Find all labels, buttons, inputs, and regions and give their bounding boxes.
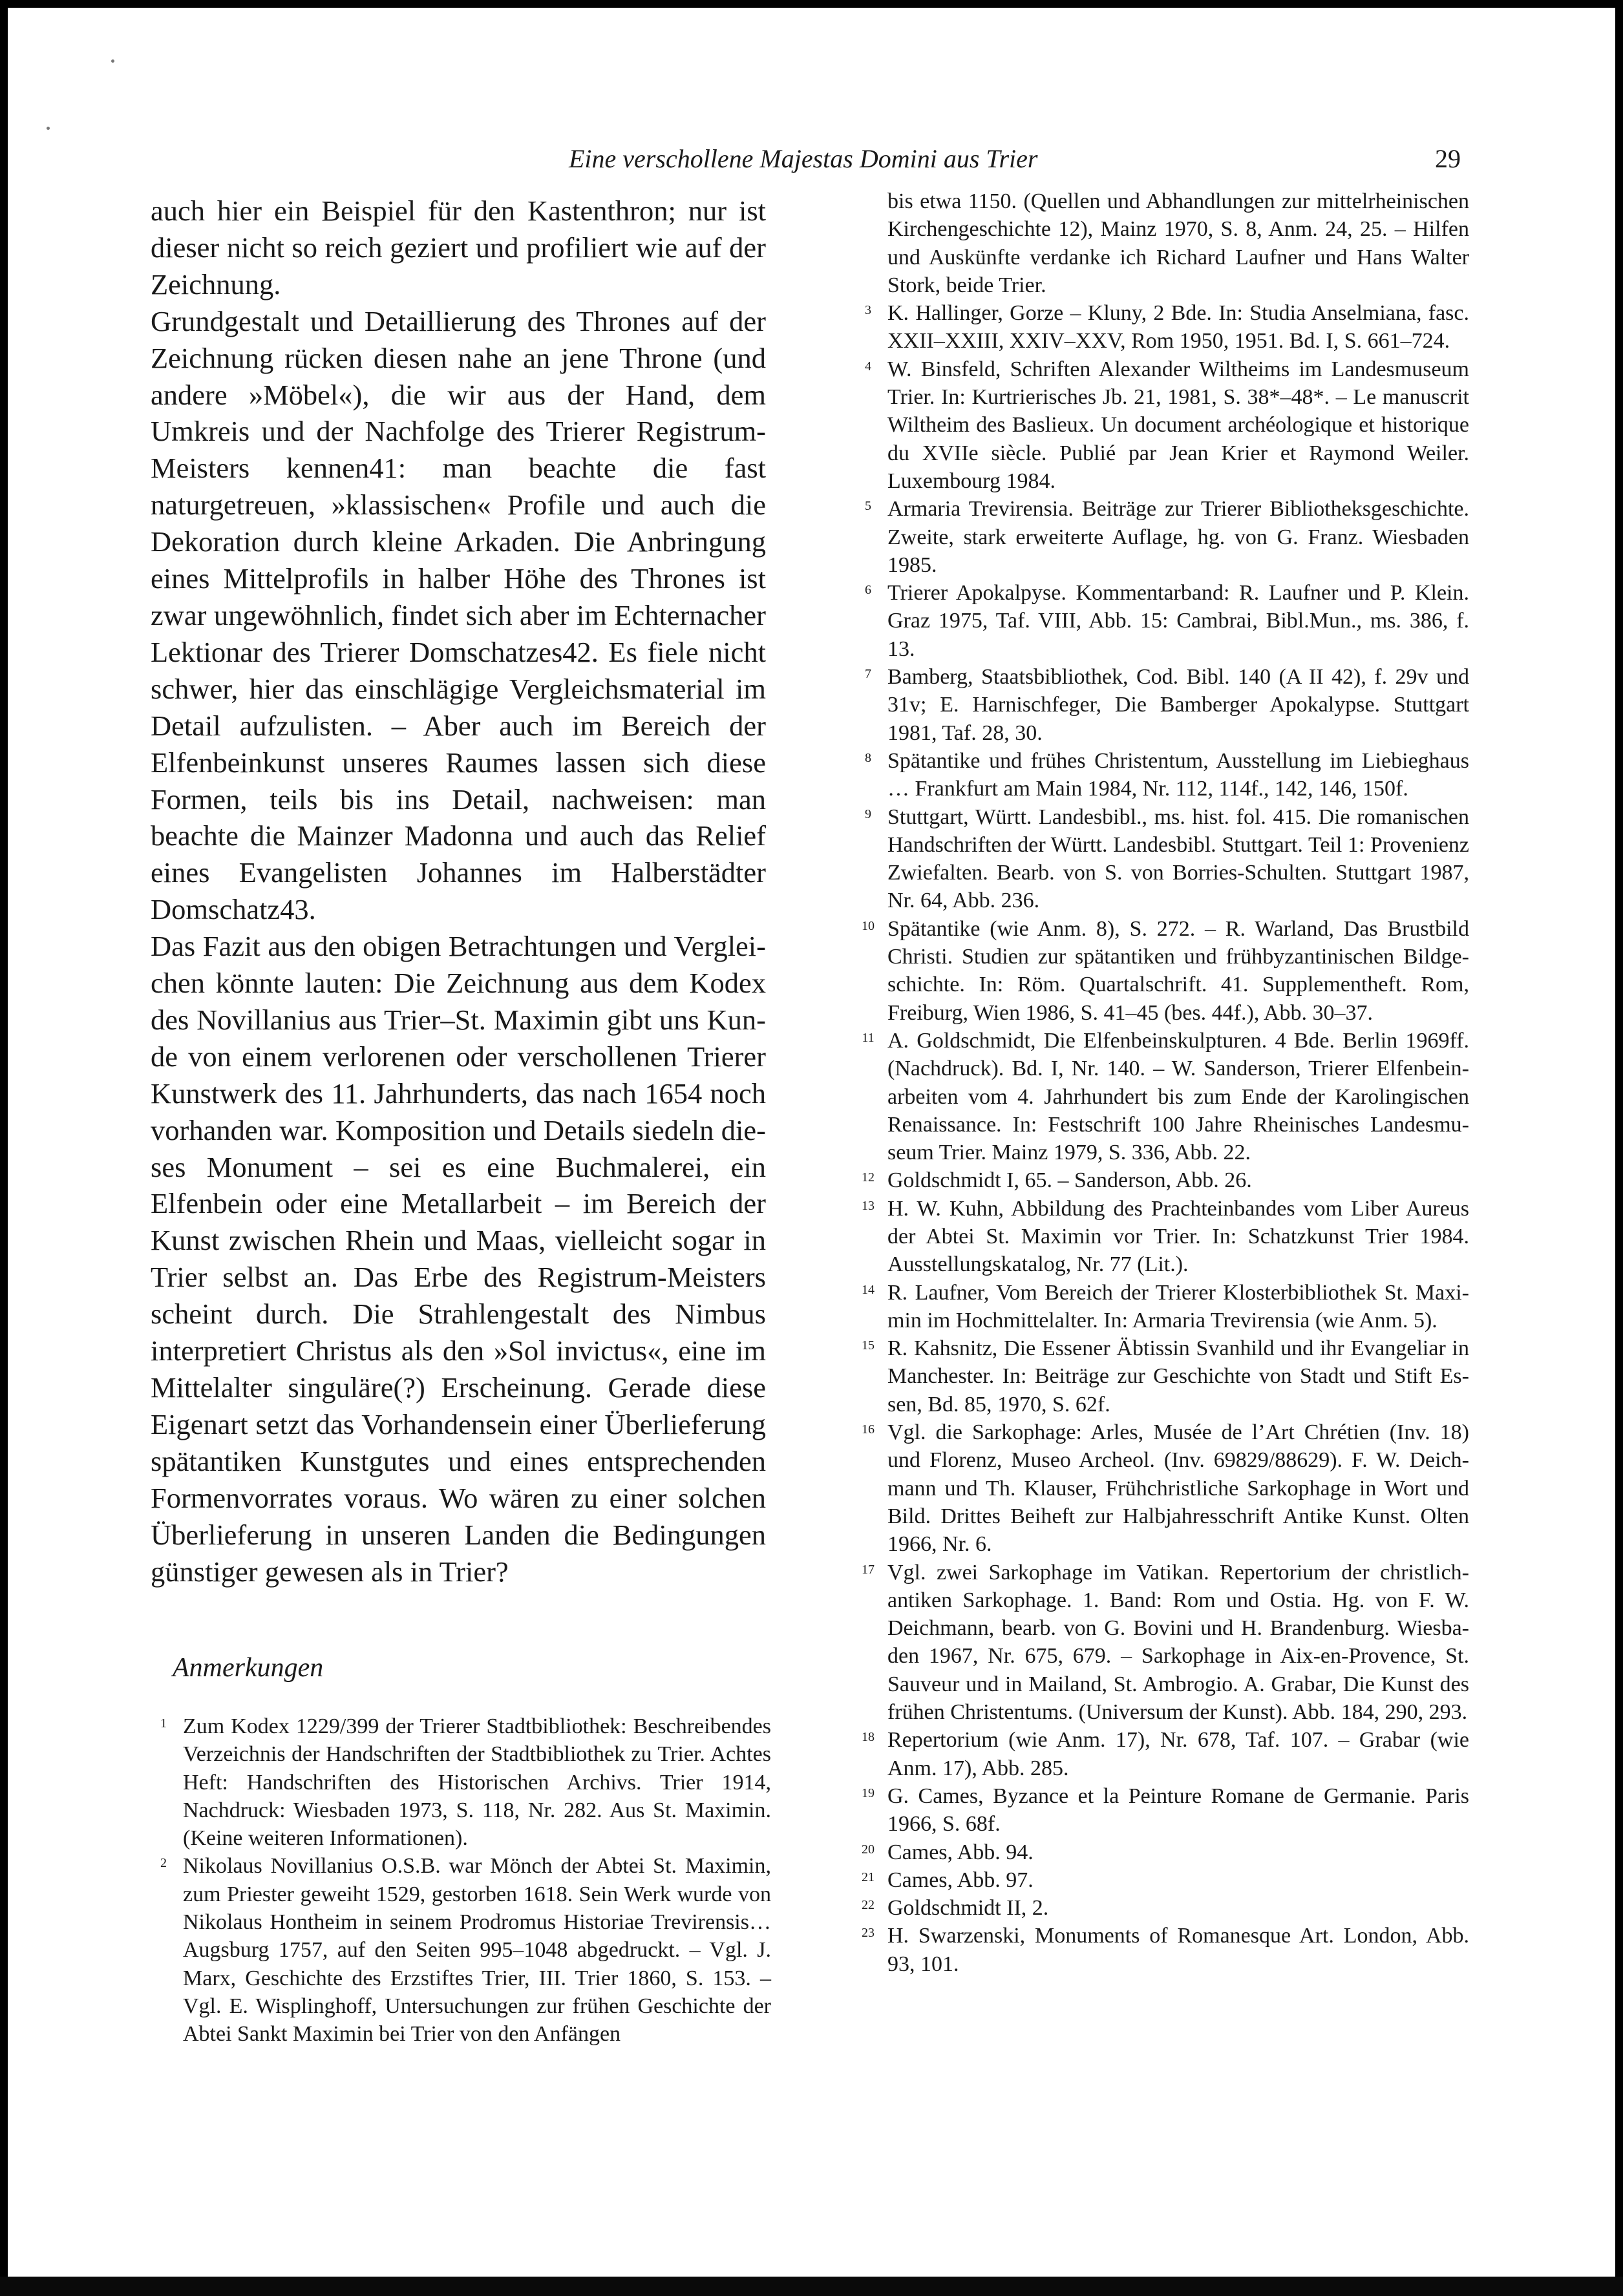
footnote-number: 11 xyxy=(862,1030,875,1045)
scan-speck xyxy=(111,59,114,63)
footnote-number: 8 xyxy=(865,750,871,765)
footnote-text: Goldschmidt I, 65. – Sanderson, Abb. 26. xyxy=(887,1168,1252,1193)
footnote-text: H. Swarzenski, Monuments of Romanesque Art. London, Abb. 93, 101. xyxy=(887,1924,1469,1976)
footnote-number: 19 xyxy=(862,1785,875,1800)
footnote-text: Trierer Apokalpyse. Kommentarband: R. Laufner und P. Klein. Graz 1975, Taf. VIII, Abb. 15: Cambrai, Bibl.Mun., ms. 386, f. 13. xyxy=(887,581,1469,661)
paragraph: Grundgestalt und Detaillierung des Thrones auf der Zeichnung rücken diesen nahe an jene Throne (und andere »Möbel«), die wir aus der Hand, dem Umkreis und der Nachfolge des Trierer Registrum-Meisters kennen41: man beachte die fast naturgetreuen, »klassischen« Profile und auch die Dekoration durch kleine Arkaden. Die Anbringung eines Mittelprofils in halber Höhe des Thrones ist zwar ungewöhnlich, findet sich aber im Echternacher Lektionar des Trierer Domschatzes42. Es fiele nicht schwer, hier das einschlägige Vergleichsmaterial im Detail aufzulisten. – Aber auch im Bereich der Elfenbeinkunst unseres Raumes lassen sich diese Formen, teils bis ins Detail, nachweisen: man beachte die Mainzer Madonna und auch das Relief eines Evangelisten Johannes im Halberstädter Domschatz43. xyxy=(151,304,766,926)
footnote xyxy=(855,1866,1469,1894)
footnote xyxy=(151,1712,771,1852)
footnote-number: 17 xyxy=(862,1562,875,1577)
footnote xyxy=(855,1166,1469,1194)
footnote-continuation: bis etwa 1150. (Quellen und Abhandlungen zur mittelrheinischen Kirchengeschichte 12), Mainz 1970, S. 8, Anm. 24, 25. – Hilfen und Auskünfte verdanke ich Richard Laufner und Hans Walter Stork, beide Trier. xyxy=(887,189,1469,297)
footnote-number: 15 xyxy=(862,1338,875,1353)
footnote-text: Armaria Trevirensia. Beiträge zur Trierer Bibliotheksgeschichte. Zweite, stark erweiterte Auflage, hg. von G. Franz. Wiesbaden 1985. xyxy=(887,497,1469,577)
notes-right-column xyxy=(855,187,1469,1978)
footnote-text: G. Cames, Byzance et la Peinture Romane de Germanie. Paris 1966, S. 68f. xyxy=(887,1784,1469,1837)
footnote-text: Stuttgart, Württ. Landesbibl., ms. hist. fol. 415. Die romanischen Handschriften der Württ. Landesbibl. Stuttgart. Teil 1: Provenienz Zwiefalten. Bearb. von S. von Borries-Schulten. Stuttgart 1987, Nr. 64, Abb. 236. xyxy=(887,805,1469,913)
footnote xyxy=(855,355,1469,495)
footnote-text: Nikolaus Novillanius O.S.B. war Mönch der Abtei St. Maximin, zum Priester geweiht 1529, gestorben 1618. Sein Werk wurde von Nikolaus Hontheim in seinem Prodromus Historiae Trevirensis… Augsburg 1757, auf den Seiten 995–1048 abgedruckt. – Vgl. J. Marx, Geschichte des Erzstiftes Trier, III. Trier 1860, S. 153. – Vgl. E. Wisplinghoff, Untersuchungen zur frühen Geschichte der Abtei Sankt Maximin bei Trier von den Anfängen xyxy=(183,1854,771,2047)
footnote xyxy=(855,1559,1469,1727)
footnote xyxy=(855,1195,1469,1279)
page-bottom-edge xyxy=(0,2277,1623,2296)
footnote xyxy=(855,803,1469,915)
footnote xyxy=(855,663,1469,747)
footnote xyxy=(855,915,1469,1027)
footnote-text: K. Hallinger, Gorze – Kluny, 2 Bde. In: Studia Anselmiana, fasc. XXII–XXIII, XXIV–XXV, Rom 1950, 1951. Bd. I, S. 661–724. xyxy=(887,301,1469,353)
footnote-number: 1 xyxy=(160,1716,167,1731)
footnote-number: 2 xyxy=(160,1856,167,1871)
footnote-text: W. Binsfeld, Schriften Alexander Wiltheims im Landesmuseum Trier. In: Kurtrierisches Jb. 21, 1981, S. 38*–48*. – Le manuscrit Wiltheim des Baslieux. Un document archéologique et historique du XVIIe siècle. Publié par Jean Krier et Raymond Weiler. Luxembourg 1984. xyxy=(887,357,1469,493)
page-number: 29 xyxy=(1435,144,1461,173)
footnote-text: Spätantike (wie Anm. 8), S. 272. – R. Warland, Das Brustbild Christi. Studien zur spätantiken und frühbyzantinischen Bildgeschichte. In: Röm. Quartalschrift. 41. Supplementheft. Rom, Freiburg, Wien 1986, S. 41–45 (bes. 44f.), Abb. 30–37. xyxy=(887,916,1469,1025)
footnote-text: Goldschmidt II, 2. xyxy=(887,1896,1049,1921)
footnote-text: Spätantike und frühes Christentum, Ausstellung im Liebieghaus … Frankfurt am Main 1984, Nr. 112, 114f., 142, 146, 150f. xyxy=(887,748,1469,801)
footnote-number: 20 xyxy=(862,1842,875,1857)
footnote xyxy=(855,1782,1469,1838)
footnote-text: Bamberg, Staatsbibliothek, Cod. Bibl. 140 (A II 42), f. 29v und 31v; E. Harnischfeger, Die Bamberger Apokalypse. Stuttgart 1981, Taf. 28, 30. xyxy=(887,665,1469,745)
footnote xyxy=(855,1279,1469,1335)
paragraph: Das Fazit aus den obigen Betrachtungen und Vergleichen könnte lauten: Die Zeichnung aus dem Kodex des Novillanius aus Trier–St. Maximin gibt uns Kunde von einem verlorenen oder verschollenen Trierer Kunstwerk des 11. Jahrhunderts, das nach 1654 noch vorhanden war. Komposition und Details siedeln dieses Monument – sei es eine Buchmalerei, ein Elfenbein oder eine Metallarbeit – im Bereich der Kunst zwischen Rhein und Maas, vielleicht sogar in Trier selbst an. Das Erbe des Registrum-Meisters scheint durch. Die Strahlengestalt des Nimbus interpretiert Christus als den »Sol invictus«, eine im Mittelalter singuläre(?) Erscheinung. Gerade diese Eigenart setzt das Vorhandensein einer Überlieferung spätantiken Kunstgutes und eines entsprechenden Formenvorrates voraus. Wo wären zu einer solchen Überlieferung in unseren Landen die Bedingungen günstiger gewesen als in Trier? xyxy=(151,930,766,1588)
footnote-number: 7 xyxy=(865,667,871,682)
footnote-text: Repertorium (wie Anm. 17), Nr. 678, Taf. 107. – Grabar (wie Anm. 17), Abb. 285. xyxy=(887,1728,1469,1780)
footnote xyxy=(855,579,1469,663)
footnote-number: 4 xyxy=(865,359,871,374)
footnote-text: R. Kahsnitz, Die Essener Äbtissin Svanhild und ihr Evangeliar in Manchester. In: Beiträge zur Geschichte von Stadt und Stift Essen, Bd. 85, 1970, S. 62f. xyxy=(887,1336,1469,1417)
footnote-text: Zum Kodex 1229/399 der Trierer Stadtbibliothek: Beschreibendes Verzeichnis der Handschriften der Stadtbibliothek zu Trier. Achtes Heft: Handschriften des Historischen Archivs. Trier 1914, Nachdruck: Wiesbaden 1973, S. 118, Nr. 282. Aus St. Maximin. (Keine weiteren Informationen). xyxy=(183,1714,771,1851)
footnote-text: Cames, Abb. 94. xyxy=(887,1840,1034,1864)
footnote-number: 16 xyxy=(862,1422,875,1437)
footnote-number: 18 xyxy=(862,1730,875,1745)
notes-heading: Anmerkungen xyxy=(173,1653,324,1683)
footnote xyxy=(855,1027,1469,1166)
footnote-number: 9 xyxy=(865,806,871,821)
footnote-text: H. W. Kuhn, Abbildung des Prachteinbandes vom Liber Aureus der Abtei St. Maximin vor Trier. In: Schatzkunst Trier 1984. Ausstellungskatalog, Nr. 77 (Lit.). xyxy=(887,1196,1469,1277)
footnote xyxy=(855,495,1469,579)
footnote-text: Vgl. die Sarkophage: Arles, Musée de l’Art Chrétien (Inv. 18) und Florenz, Museo Archeol. (Inv. 69829/88629). F. W. Deichmann und Th. Klauser, Frühchristliche Sarkophage in Wort und Bild. Drittes Beiheft zur Halbjahresschrift Antike Kunst. Olten 1966, Nr. 6. xyxy=(887,1420,1469,1557)
footnote xyxy=(855,1418,1469,1558)
footnote xyxy=(855,299,1469,355)
footnote-number: 23 xyxy=(862,1926,875,1941)
footnote-number: 10 xyxy=(862,918,875,933)
footnote-text: Cames, Abb. 97. xyxy=(887,1868,1034,1892)
footnote xyxy=(151,1852,771,2048)
footnote-number: 22 xyxy=(862,1898,875,1913)
footnote-number: 14 xyxy=(862,1282,875,1297)
footnote-number: 21 xyxy=(862,1869,875,1884)
footnote xyxy=(855,1726,1469,1782)
footnote-number: 3 xyxy=(865,303,871,318)
footnote-number: 12 xyxy=(862,1170,875,1185)
footnote xyxy=(855,1922,1469,1978)
footnote-number: 13 xyxy=(862,1198,875,1213)
scan-speck xyxy=(47,127,50,130)
footnote-text: Vgl. zwei Sarkophage im Vatikan. Repertorium der christlich-antiken Sarkophage. 1. Band: Rom und Ostia. Hg. von F. W. Deichmann, bearb. von G. Bovini und H. Brandenburg. Wiesbaden 1967, Nr. 675, 679. – Sarkophage in Aix-en-Provence, St. Sauveur und in Mailand, St. Ambrogio. A. Grabar, Die Kunst des frühen Christentums. (Universum der Kunst). Abb. 184, 290, 293. xyxy=(887,1560,1469,1725)
footnote xyxy=(855,1894,1469,1922)
footnote-number: 5 xyxy=(865,499,871,514)
footnote-text: A. Goldschmidt, Die Elfenbeinskulpturen. 4 Bde. Berlin 1969ff. (Nachdruck). Bd. I, Nr. 140. – W. Sanderson, Trierer Elfenbeinarbeiten vom 4. Jahrhundert bis zum Ende der Karolingischen Renaissance. In: Festschrift 100 Jahre Rheinisches Landesmuseum Trier. Mainz 1979, S. 336, Abb. 22. xyxy=(887,1028,1469,1165)
footnote xyxy=(855,1838,1469,1866)
main-text xyxy=(151,193,766,1590)
paragraph: auch hier ein Beispiel für den Kastenthron; nur ist dieser nicht so reich geziert und profiliert wie auf der Zeichnung. xyxy=(151,195,766,300)
footnote xyxy=(855,747,1469,803)
footnote-text: R. Laufner, Vom Bereich der Trierer Klosterbibliothek St. Maximin im Hochmittelalter. In: Armaria Trevirensia (wie Anm. 5). xyxy=(887,1280,1469,1332)
footnote-number: 6 xyxy=(865,583,871,598)
notes-left-column xyxy=(151,1712,771,2048)
footnote xyxy=(855,1334,1469,1418)
running-title: Eine verschollene Majestas Domini aus Trier xyxy=(569,144,1038,173)
